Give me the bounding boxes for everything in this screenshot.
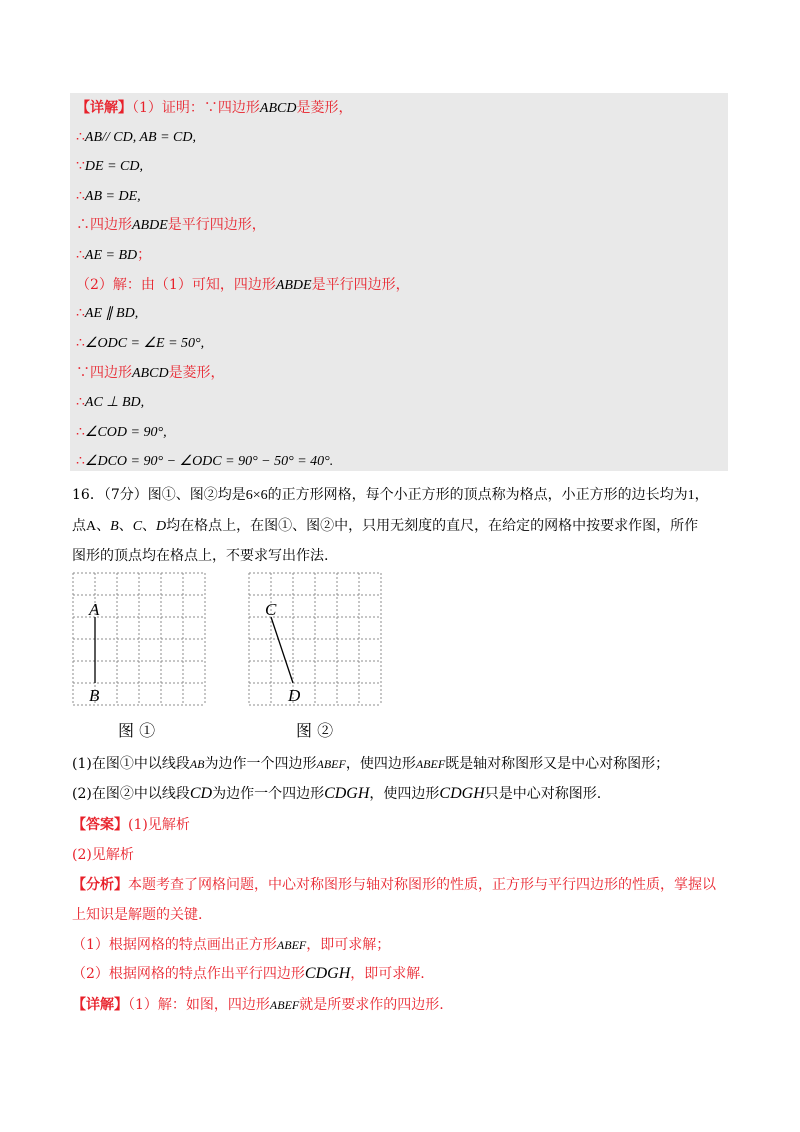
- symbol: ∵: [76, 158, 85, 174]
- figure-1-grid: [72, 572, 208, 708]
- label-c: C: [265, 600, 277, 619]
- solution-line-4: [76, 187, 141, 206]
- text: ,: [137, 189, 141, 204]
- text: (1)在图①中以线段: [72, 756, 190, 772]
- math: ABEF: [415, 757, 446, 771]
- math: D: [156, 519, 167, 534]
- analysis-line-1: [72, 876, 732, 894]
- text: 就是所要求作的四边形.: [299, 997, 444, 1013]
- text: ,: [139, 159, 143, 174]
- symbol: ∴: [76, 424, 85, 440]
- analysis-tag: 【分析】: [72, 877, 128, 893]
- text: (2)在图②中以线段: [72, 786, 190, 802]
- solution-line-13: [76, 452, 333, 471]
- math: A: [86, 519, 97, 534]
- math: AE ∥ BD: [84, 306, 135, 321]
- text: (2)见解析: [72, 847, 134, 863]
- text: ,: [140, 395, 145, 410]
- text: ，使四边形: [369, 786, 440, 802]
- text: ,: [134, 306, 139, 321]
- label-a: A: [89, 600, 100, 619]
- text: 点: [72, 518, 86, 534]
- text: ,: [163, 425, 167, 440]
- math: 1: [687, 488, 695, 503]
- solution-line-7: [76, 276, 410, 295]
- text: 既是轴对称图形又是中心对称图形；: [445, 756, 670, 772]
- text: ；: [137, 247, 152, 263]
- math: AB// CD, AB = CD: [84, 130, 193, 145]
- symbol: ∴: [76, 129, 85, 145]
- text: 上知识是解题的关键.: [72, 907, 203, 923]
- math: CD: [189, 785, 213, 802]
- solution-line-1: [76, 99, 352, 118]
- symbol: ∴: [76, 335, 85, 351]
- math: B: [110, 519, 119, 534]
- analysis-step-1: [72, 936, 732, 954]
- text: 是菱形，: [168, 365, 225, 381]
- figure-2-caption: 图 ②: [296, 721, 334, 740]
- math: CDGH: [304, 965, 351, 982]
- text: ∵四边形: [76, 365, 132, 381]
- text: 16．（7分）图①、图②均是: [72, 487, 246, 503]
- detail-tag: 【详解】: [72, 997, 128, 1013]
- text: 只是中心对称图形.: [484, 786, 602, 802]
- text: 本题考查了网格问题，中心对称图形与轴对称图形的性质，正方形与平行四边形的性质，掌握以: [128, 877, 716, 893]
- math: AC ⊥ BD: [84, 395, 141, 410]
- math: ∠COD = 90°: [84, 425, 164, 440]
- question-16-paragraph-1: [72, 486, 732, 505]
- text: 均在格点上，在图①、图②中，只用无刻度的直尺，在给定的网格中按要求作图，所作: [166, 518, 699, 534]
- text: 、: [142, 518, 157, 534]
- math: 6×6: [245, 488, 268, 503]
- solution-line-9: [76, 334, 204, 353]
- answer-line-1: [72, 816, 732, 834]
- text: 是菱形，: [296, 100, 353, 116]
- math: AB = DE: [84, 189, 138, 204]
- math: ABEF: [316, 757, 346, 771]
- text: 的正方形网格，每个小正方形的顶点称为格点，小正方形的边长均为: [267, 487, 688, 503]
- math: DE = CD: [84, 159, 140, 174]
- figure-2-grid: [248, 572, 384, 708]
- symbol: ∴: [76, 247, 85, 263]
- math: ABCD: [259, 101, 297, 116]
- figure-1-caption: 图 ①: [118, 721, 156, 740]
- solution-line-12: [76, 423, 167, 442]
- math: ABCD: [132, 366, 169, 381]
- text: ，即可求解.: [350, 966, 425, 982]
- text: （1）解：如图，四边形: [128, 997, 270, 1013]
- text: ,: [192, 130, 196, 145]
- symbol: ∴: [76, 453, 85, 469]
- text: 图形的顶点均在格点上，不要求写出作法.: [72, 548, 329, 564]
- math: CDGH: [439, 785, 485, 802]
- solution-line-6: [76, 246, 151, 265]
- math: ABDE: [275, 278, 312, 293]
- math: CDGH: [324, 785, 370, 802]
- text: (1)见解析: [128, 817, 190, 833]
- solution-line-10: [76, 364, 225, 383]
- text: （1）根据网格的特点画出正方形: [72, 937, 277, 953]
- sub-question-2: [72, 785, 732, 803]
- math: ∠ODC = ∠E = 50°: [84, 336, 201, 351]
- solution-line-11: [76, 393, 144, 412]
- math: ABEF: [269, 998, 300, 1012]
- text: （2）解：由（1）可知，四边形: [76, 277, 276, 293]
- math: ABEF: [276, 938, 307, 952]
- text: ,: [200, 336, 205, 351]
- segment-cd: [271, 617, 293, 683]
- math: AB: [189, 757, 205, 771]
- sub-question-1: [72, 755, 732, 773]
- math: ABDE: [132, 218, 168, 233]
- question-16-paragraph-3: [72, 547, 732, 565]
- label-d: D: [288, 686, 301, 705]
- text: ，使四边形: [345, 756, 416, 772]
- text: 、: [118, 518, 133, 534]
- solution-line-5: [76, 216, 266, 235]
- detail-line: [72, 996, 732, 1014]
- text: 是平行四边形，: [167, 217, 266, 233]
- solution-line-8: [76, 304, 138, 323]
- text: ，即可求解；: [306, 937, 391, 953]
- analysis-line-2: [72, 906, 732, 924]
- math: C: [132, 519, 143, 534]
- symbol: ∴: [76, 188, 85, 204]
- solution-line-3: [76, 157, 143, 176]
- question-16-paragraph-2: [72, 517, 732, 536]
- answer-line-2: [72, 846, 732, 864]
- math: AE = BD: [84, 248, 138, 263]
- label-b: B: [89, 686, 100, 705]
- grid-lines: [249, 573, 381, 705]
- detail-tag: 【详解】: [76, 100, 132, 116]
- text: （2）根据网格的特点作出平行四边形: [72, 966, 305, 982]
- text: .: [329, 454, 334, 469]
- text: 为边作一个四边形: [204, 756, 317, 772]
- symbol: ∴: [76, 305, 85, 321]
- analysis-step-2: [72, 965, 732, 983]
- text: （1）证明：∵四边形: [132, 100, 260, 116]
- text: 、: [96, 518, 111, 534]
- math: ∠DCO = 90° − ∠ODC = 90° − 50° = 40°: [84, 454, 330, 469]
- text: 是平行四边形，: [311, 277, 410, 293]
- text: ，: [694, 487, 709, 503]
- text: 为边作一个四边形: [212, 786, 325, 802]
- answer-tag: 【答案】: [72, 817, 128, 833]
- symbol: ∴: [76, 394, 85, 410]
- text: ∴四边形: [76, 217, 132, 233]
- solution-line-2: [76, 128, 196, 147]
